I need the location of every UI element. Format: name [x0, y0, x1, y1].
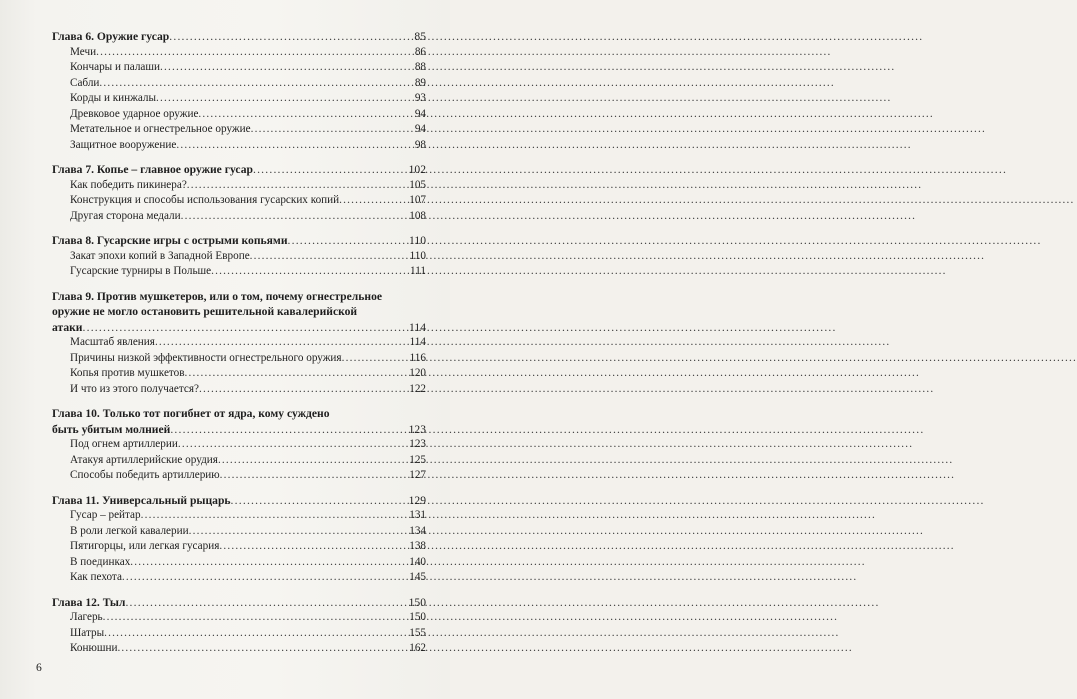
- section-entry: [52, 178, 426, 194]
- dot-leader: [170, 422, 407, 438]
- section-entry-title: Мечи: [70, 45, 97, 58]
- section-entry-title: Метательное и огнестрельное оружие: [70, 123, 251, 135]
- section-entry-page: 127: [409, 469, 426, 481]
- section-entry: [52, 508, 426, 524]
- section-entry: [52, 570, 426, 586]
- section-entry-page: 111: [410, 265, 426, 277]
- section-entry-title: В поединках: [70, 555, 131, 568]
- dot-leader: [103, 610, 409, 626]
- section-entry-page: 138: [409, 540, 426, 552]
- dot-leader: [156, 91, 414, 107]
- section-entry-title: Под огнем артиллерии: [70, 438, 178, 450]
- dot-leader: [122, 570, 408, 586]
- section-entry-page: 114: [409, 336, 426, 348]
- chapter-block: [52, 289, 426, 398]
- chapter-title-line: Глава 10. Только тот погибнет от ядра, кому суждено: [52, 407, 330, 420]
- chapter-entry-title: Глава 7. Копье – главное оружие гусар: [52, 163, 253, 176]
- chapter-entry-title: атаки: [52, 320, 83, 334]
- dot-leader: [250, 249, 409, 265]
- chapter-block: [52, 233, 426, 280]
- section-entry: [52, 539, 426, 555]
- section-entry-page: 98: [414, 138, 426, 151]
- section-entry: [52, 76, 426, 92]
- section-entry-title: Способы победить артиллерию: [70, 469, 220, 481]
- dot-leader: [104, 626, 408, 642]
- section-entry-page: 162: [409, 642, 426, 654]
- dot-leader: [218, 453, 408, 469]
- section-entry: [52, 453, 426, 469]
- chapter-title-line: Глава 9. Против мушкетеров, или о том, почему огнестрельное: [52, 289, 383, 303]
- dot-leader: [117, 641, 408, 657]
- chapter-entry-page: 85: [414, 30, 426, 43]
- section-entry-title: Причины низкой эффективности огнестрельного оружия: [70, 351, 342, 364]
- dot-leader: [231, 493, 408, 509]
- section-entry-page: 108: [409, 209, 426, 222]
- section-entry: [52, 249, 426, 265]
- section-entry-title: Другая сторона медали: [70, 209, 181, 222]
- section-entry-title: Конструкция и способы использования гусарских копий: [70, 194, 340, 206]
- section-entry-title: Гусарские турниры в Польше: [70, 265, 212, 277]
- chapter-entry: [52, 233, 426, 249]
- dot-leader: [185, 366, 409, 382]
- chapter-entry: [52, 162, 426, 178]
- section-entry: [52, 60, 426, 76]
- dot-leader: [160, 60, 414, 76]
- section-entry-page: 94: [414, 123, 426, 135]
- section-entry: [52, 382, 426, 398]
- section-entry: [52, 209, 426, 225]
- chapter-entry-title: Глава 12. Тыл: [52, 595, 126, 609]
- dot-leader: [251, 122, 414, 138]
- section-entry-page: 88: [414, 61, 426, 73]
- section-entry: [52, 468, 426, 484]
- chapter-block: [52, 162, 426, 224]
- section-entry-title: Как победить пикинера?: [70, 178, 187, 191]
- section-entry: [52, 138, 426, 154]
- dot-leader: [130, 555, 408, 571]
- section-entry-page: 86: [414, 45, 426, 58]
- dot-leader: [169, 29, 413, 45]
- section-entry-title: Атакуя артиллерийские орудия: [70, 453, 218, 466]
- section-entry-title: Как пехота: [70, 571, 122, 583]
- section-entry-page: 94: [414, 107, 426, 120]
- section-entry: [52, 610, 426, 626]
- section-entry-page: 120: [409, 367, 426, 379]
- section-entry-page: 145: [409, 571, 426, 583]
- dot-leader: [198, 107, 413, 123]
- chapter-entry-page: 123: [408, 422, 426, 436]
- dot-leader: [125, 595, 407, 611]
- dot-leader: [187, 178, 408, 194]
- dot-leader: [219, 539, 408, 555]
- section-entry-title: Шатры: [70, 626, 105, 639]
- dot-leader: [99, 76, 413, 92]
- chapter-entry-page: 129: [408, 493, 426, 507]
- section-entry-page: 110: [409, 249, 426, 262]
- dot-leader: [181, 209, 409, 225]
- section-entry-title: Лагерь: [70, 611, 103, 623]
- chapter-title-line: оружие не могло остановить решительной кавалерийской: [52, 305, 358, 318]
- dot-leader: [211, 264, 409, 280]
- section-entry-title: Масштаб явления: [70, 336, 155, 348]
- chapter-block: [52, 406, 426, 484]
- chapter-entry-title: Глава 8. Гусарские игры с острыми копьями: [52, 234, 288, 247]
- section-entry-title: Пятигорцы, или легкая гусария: [70, 540, 220, 552]
- section-entry-title: Закат эпохи копий в Западной Европе: [70, 249, 250, 262]
- dot-leader: [288, 233, 409, 249]
- chapter-block: [52, 493, 426, 586]
- book-page: [0, 0, 450, 699]
- chapter-entry: [52, 595, 426, 611]
- chapter-entry: [52, 29, 426, 45]
- chapter-entry-title: быть убитым молнией: [52, 422, 171, 436]
- section-entry: [52, 351, 426, 367]
- section-entry-page: 105: [409, 178, 426, 191]
- dot-leader: [220, 468, 409, 484]
- section-entry-title: Сабли: [70, 76, 100, 89]
- section-entry-page: 123: [409, 438, 426, 450]
- dot-leader: [176, 138, 413, 154]
- chapter-entry: [52, 320, 426, 336]
- section-entry-title: Корды и кинжалы: [70, 92, 157, 104]
- section-entry: [52, 193, 426, 209]
- dot-leader: [141, 508, 409, 524]
- chapter-entry-title: Глава 6. Оружие гусар: [52, 30, 170, 43]
- dot-leader: [178, 437, 408, 453]
- section-entry-page: 93: [414, 92, 426, 104]
- section-entry: [52, 264, 426, 280]
- section-entry: [52, 366, 426, 382]
- chapter-entry: [52, 493, 426, 509]
- section-entry: [52, 641, 426, 657]
- section-entry: [52, 45, 426, 61]
- section-entry: [52, 107, 426, 123]
- section-entry: [52, 335, 426, 351]
- chapter-entry-page: 110: [409, 234, 426, 247]
- section-entry-page: 131: [409, 509, 426, 521]
- section-entry-title: Защитное вооружение: [70, 138, 177, 151]
- dot-leader: [339, 193, 408, 209]
- table-of-contents: [52, 29, 426, 657]
- dot-leader: [199, 382, 408, 398]
- section-entry-title: Гусар – рейтар: [70, 509, 141, 521]
- page-number: 6: [36, 661, 42, 674]
- chapter-entry-page: 114: [409, 320, 426, 334]
- section-entry-title: Конюшни: [70, 642, 118, 654]
- section-entry-page: 134: [409, 524, 426, 537]
- dot-leader: [155, 335, 409, 351]
- section-entry-page: 122: [409, 382, 426, 395]
- section-entry-page: 155: [409, 626, 426, 639]
- chapter-entry-page: 150: [408, 595, 426, 609]
- chapter-entry-page: 102: [408, 163, 426, 176]
- section-entry-title: Кончары и палаши: [70, 61, 160, 73]
- section-entry: [52, 626, 426, 642]
- section-entry: [52, 91, 426, 107]
- chapter-entry: [52, 422, 426, 438]
- section-entry-page: 116: [409, 351, 426, 364]
- section-entry-title: В роли легкой кавалерии: [70, 524, 189, 537]
- chapter-title-wrapped: [52, 406, 426, 422]
- section-entry: [52, 524, 426, 540]
- chapter-title-wrapped: [52, 289, 426, 320]
- section-entry-title: Копья против мушкетов: [70, 367, 185, 379]
- section-entry: [52, 555, 426, 571]
- dot-leader: [342, 351, 409, 367]
- chapter-entry-title: Глава 11. Универсальный рыцарь: [52, 493, 231, 507]
- dot-leader: [83, 320, 409, 336]
- section-entry-page: 107: [409, 194, 426, 206]
- section-entry-page: 125: [409, 453, 426, 466]
- dot-leader: [96, 45, 414, 61]
- dot-leader: [189, 524, 409, 540]
- section-entry: [52, 122, 426, 138]
- dot-leader: [253, 162, 408, 178]
- section-entry-page: 140: [409, 555, 426, 568]
- section-entry-page: 150: [409, 611, 426, 623]
- chapter-block: [52, 595, 426, 657]
- section-entry: [52, 437, 426, 453]
- chapter-block: [52, 29, 426, 153]
- section-entry-title: Древковое ударное оружие: [70, 107, 199, 120]
- section-entry-title: И что из этого получается?: [70, 382, 199, 395]
- section-entry-page: 89: [414, 76, 426, 89]
